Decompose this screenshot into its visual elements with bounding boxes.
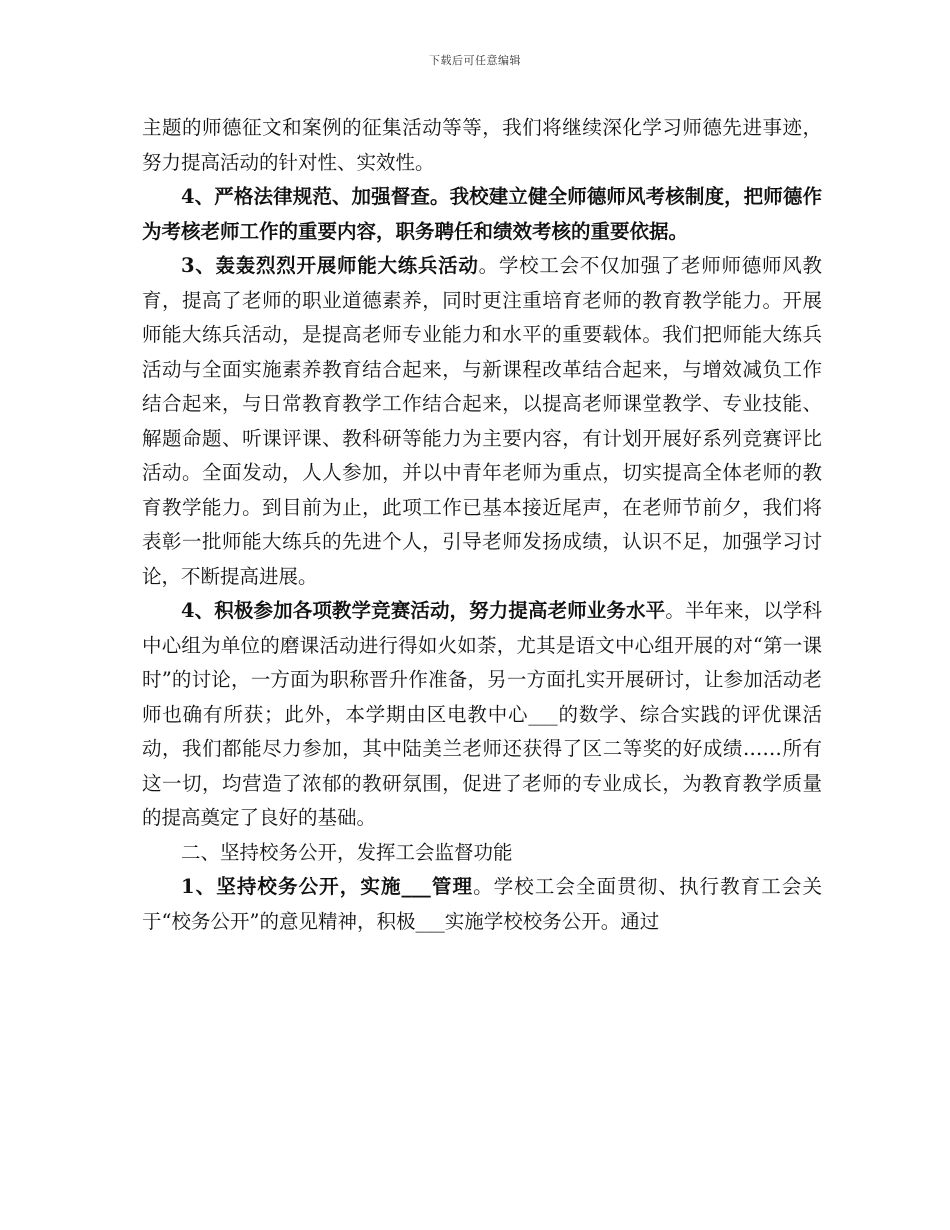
paragraph (142, 111, 822, 180)
text-run: 实施学校校务公开。通过 (444, 909, 660, 933)
text-run: 主题的师德征文和案例的征集活动等等，我们将继续深化学习师德先进事迹，努力提高活动的针对性、实效性。 (142, 116, 822, 174)
text-run: 管理 (430, 875, 474, 898)
page-header: 下载后可任意编辑 (429, 54, 521, 67)
paragraph (142, 180, 822, 249)
text-run: 4、积极参加各项教学竞赛活动，努力提高老师业务水平 (181, 599, 666, 622)
blank-line: ___ (401, 875, 431, 898)
paragraph (142, 249, 822, 594)
paragraph (142, 594, 822, 836)
document-body (142, 111, 822, 939)
text-run: 。学校工会全面贯彻、执行教育工会关于“校务公开”的意见精神，积极 (142, 875, 822, 933)
text-run: 4、严格法律规范、加强督查。我校建立健全师德师风考核制度，把师德作为考核老师工作的重要内容，职务聘任和绩效考核的重要依据。 (142, 185, 822, 243)
text-run: 。半年来，以学科中心组为单位的磨课活动进行得如火如荼，尤其是语文中心组开展的对“第一课时”的讨论，一方面为职称晋升作准备，另一方面扎实开展研讨，让参加活动老师也确有所获；此外，本学期由区电教中心 (142, 599, 822, 726)
paragraph (142, 870, 822, 939)
text-run: 3、轰轰烈烈开展师能大练兵活动 (181, 254, 479, 277)
text-run: 。学校工会不仅加强了老师师德师风教育，提高了老师的职业道德素养，同时更注重培育老师的教育教学能力。开展师能大练兵活动，是提高老师专业能力和水平的重要载体。我们把师能大练兵活动与全面实施素养教育结合起来，与新课程改革结合起来，与增效减负工作结合起来，与日常教育教学工作结合起来，以提高老师课堂教学、专业技能、解题命题、听课评课、教科研等能力为主要内容，有计划开展好系列竞赛评比活动。全面发动，人人参加，并以中青年老师为重点，切实提高全体老师的教育教学能力。到目前为止，此项工作已基本接近尾声，在老师节前夕，我们将表彰一批师能大练兵的先进个人，引导老师发扬成绩，认识不足，加强学习讨论，不断提高进展。 (142, 254, 822, 588)
paragraph (142, 836, 822, 871)
text-run: 的数学、综合实践的评优课活动，我们都能尽力参加，其中陆美兰老师还获得了区二等奖的好成绩……所有这一切，均营造了浓郁的教研氛围，促进了老师的专业成长，为教育教学质量的提高奠定了良好的基础。 (142, 702, 822, 829)
text-run: 1、坚持校务公开，实施 (181, 875, 402, 898)
blank-line: ___ (528, 702, 558, 726)
text-run: 二、坚持校务公开，发挥工会监督功能 (181, 840, 513, 864)
blank-line: ___ (415, 909, 445, 933)
